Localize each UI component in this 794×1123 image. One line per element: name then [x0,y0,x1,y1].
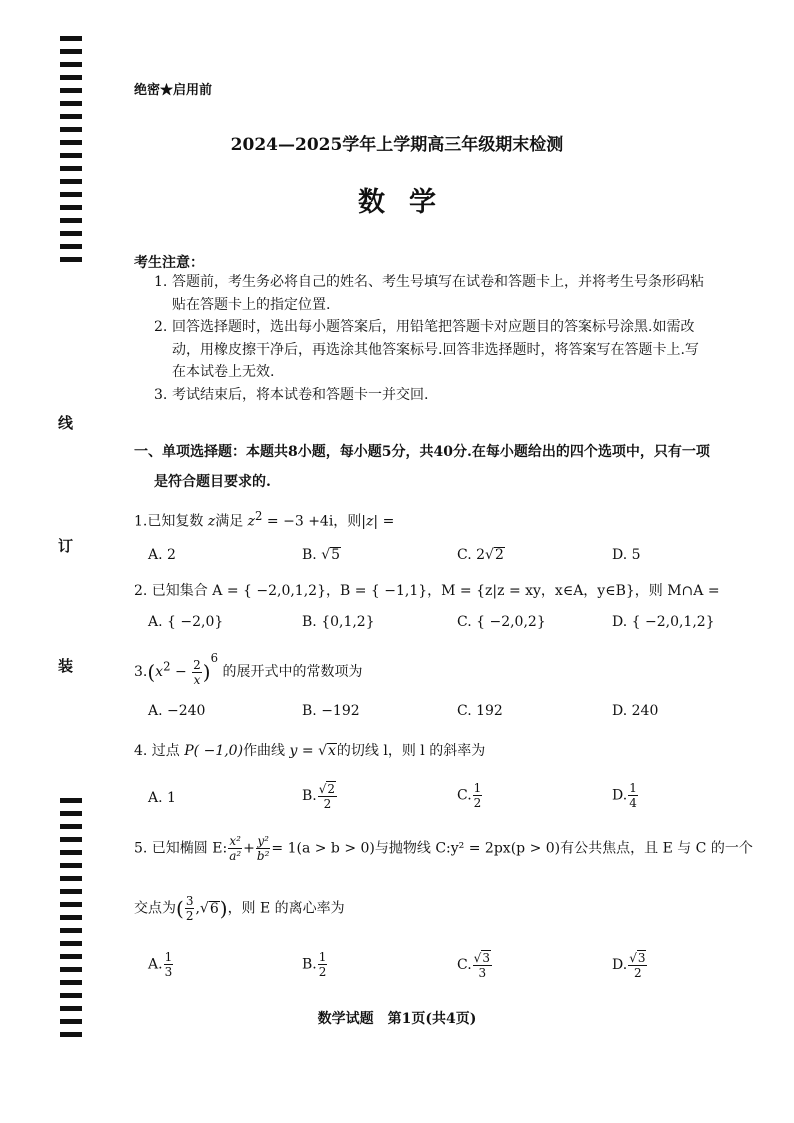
q5-option-a: A. $\frac{1}{3}$ [148,950,173,979]
notice-item: 1. 答题前，考生务必将自己的姓名、考生号填写在试卷和答题卡上，并将考生号条形码粘 [154,274,704,290]
question-5-line2: 交点为( $\frac{3}{2}$ ,√6)，则 E 的离心率为 [134,894,345,923]
q4-option-a: A. 1 [148,790,176,806]
q1-option-b: B. √5 [302,547,341,563]
q1-option-a: A. 2 [148,547,176,563]
q3-option-c: C. 192 [457,703,503,719]
notice-item-cont: 在本试卷上无效. [172,364,275,380]
notice-item: 2. 回答选择题时，选出每小题答案后，用铅笔把答题卡对应题目的答案标号涂黑.如需改 [154,319,695,335]
q2-option-c: C. { −2,0,2} [457,614,546,630]
question-5: 5. 已知椭圆 E: $\frac{\text{x²}}{\text{a²}}$ + $\frac{\text{y²}}{\text{b²}}$ = 1(a > b > 0)与抛物线 C:y² = 2px(p > 0)有公共焦点，且 E 与 C 的一个 [134,834,753,863]
q3-option-b: B. −192 [302,703,360,719]
q4-option-c: C. $\frac{1}{2}$ [457,781,482,810]
page-footer: 数学试题 第1页(共4页) [317,1011,477,1027]
q5-option-b: B. $\frac{1}{2}$ [302,950,327,979]
binding-ding-char: 订 [58,537,74,555]
secret-label: 绝密★启用前 [134,83,213,98]
notice-item: 3. 考试结束后，将本试卷和答题卡一并交回. [154,386,429,403]
question-1: 1.已知复数 z满足 $z^2 = -3 +4i$，则|z| = [134,509,395,530]
question-3: $3.(x^2$ − $\frac{2}{x}$ )$^6$ 的展开式中的常数项为 [134,651,363,687]
q2-option-b: B. {0,1,2} [302,614,375,630]
q2-option-d: D. { −2,0,1,2} [612,614,715,630]
q3-option-a: A. −240 [148,703,206,719]
notice-item-cont: 贴在答题卡上的指定位置. [172,296,331,313]
q4-option-d: D. $\frac{1}{4}$ [612,781,637,810]
q4-option-b: B. $\frac{√2}{2}$ [302,782,336,811]
notice-title: 考生注意： [134,255,204,271]
q5-option-d: D. $\frac{√3}{2}$ [612,951,646,980]
notice-list [134,271,734,406]
question-4: 4. 过点 P( −1,0)作曲线 y = √x的切线 l，则 l 的斜率为 [134,743,486,759]
exam-title: 2024—2025学年上学期高三年级期末检测 [230,135,564,155]
notice-item-cont: 动，用橡皮擦干净后，再选涂其他答案标号.回答非选择题时，将答案写在答题卡上.写 [172,341,699,358]
q1-option-c: C. 2√2 [457,547,504,563]
section-heading: 一、单项选择题：本题共8小题，每小题5分，共40分.在每小题给出的四个选项中，只有一项 是符合题目要求的. [134,444,710,490]
binding-line-char: 线 [58,414,74,432]
subject-title: 数学 [358,187,460,218]
binding-zhuang-char: 装 [58,657,74,675]
question-2: 2. 已知集合 A = { −2,0,1,2}，B = { −1,1}，M = {z|z = xy，x∈A，y∈B}，则 M∩A = [134,583,720,599]
q1-option-d: D. 5 [612,547,641,563]
q5-option-c: C. $\frac{√3}{3}$ [457,951,490,980]
q2-option-a: A. { −2,0} [148,614,224,630]
q3-option-d: D. 240 [612,703,659,719]
